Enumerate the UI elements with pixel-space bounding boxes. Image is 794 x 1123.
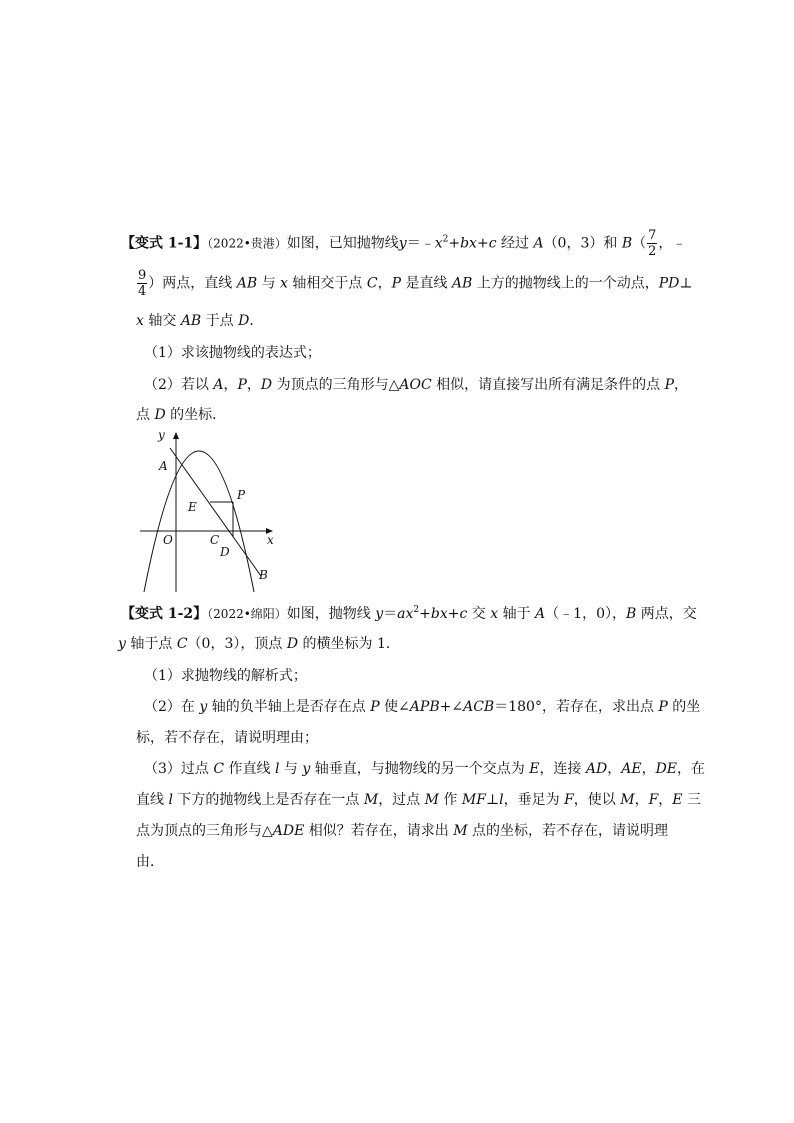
problem-1-1-source: （2022•贵港）: [207, 236, 287, 251]
label-P: P: [237, 488, 246, 502]
fraction-9-4: $\frac{9}{4}$: [138, 268, 147, 299]
label-x: x: [267, 533, 274, 547]
label-C: C: [210, 533, 220, 547]
problem-1-2-line-2: y 轴于点 C（0，3），顶点 D 的横坐标为 1．: [118, 636, 400, 652]
problem-1-2-label: 【变式 1-2】: [121, 606, 208, 622]
label-A: A: [159, 459, 168, 473]
label-D: D: [220, 545, 230, 559]
problem-1-1-line-1: 【变式 1-1】（2022•贵港）如图，已知抛物线$y=﹣x^2+bx+c$ 经过 A（0，3）和 B（ $\frac{7}{2}$ ，﹣: [121, 228, 687, 259]
problem-1-1-line-3: x 轴交 AB 于点 D．: [136, 313, 264, 329]
problem-1-2-question-2-line-1: （2）在 y 轴的负半轴上是否存在点 P 使∠APB+∠ACB＝180°，若存在，求出点 P 的坐: [144, 699, 701, 715]
problem-1-2-question-1: （1）求抛物线的解析式；: [144, 668, 307, 684]
problem-1-2-question-2-line-2: 标，若不存在，请说明理由；: [136, 730, 318, 746]
y-axis-arrow: [173, 432, 179, 439]
problem-1-2-question-3-line-2: 直线 l 下方的抛物线上是否存在一点 M，过点 M 作 MF⊥l，垂足为 F，使以 M，F，E 三: [136, 792, 701, 808]
line-AB: [170, 448, 261, 576]
problem-1-1-question-1: （1）求该抛物线的表达式；: [144, 345, 321, 361]
problem-1-1-label: 【变式 1-1】: [121, 235, 208, 252]
fraction-7-2: $\frac{7}{2}$: [648, 228, 657, 259]
parabola-figure: [132, 428, 282, 592]
problem-1-2-question-3-line-4: 由．: [136, 854, 164, 870]
problem-1-2-question-3-line-3: 点为顶点的三角形与△ADE 相似？若存在，请求出 M 点的坐标，若不存在，请说明理: [136, 823, 669, 839]
problem-1-1-line-2: $\frac{9}{4}$ ）两点，直线 AB 与 x 轴相交于点 C，P 是直线 AB 上方的抛物线上的一个动点，PD⊥: [138, 268, 693, 299]
label-B: B: [259, 568, 268, 582]
problem-1-2-question-3-line-1: （3）过点 C 作直线 l 与 y 轴垂直，与抛物线的另一个交点为 E，连接 AD，AE，DE，在: [144, 761, 706, 777]
label-y: y: [158, 428, 165, 442]
label-E: E: [188, 500, 197, 514]
problem-1-1-question-2-line-2: 点 D 的坐标．: [136, 407, 227, 423]
problem-1-1-question-2-line-1: （2）若以 A，P，D 为顶点的三角形与△AOC 相似，请直接写出所有满足条件的点 P，: [144, 377, 688, 393]
problem-1-2-line-1: 【变式 1-2】（2022•绵阳）如图，抛物线 $y=ax^2+bx+c$ 交 x 轴于 A（﹣1，0），B 两点，交: [121, 605, 697, 622]
problem-1-2-source: （2022•绵阳）: [207, 607, 287, 621]
label-O: O: [163, 533, 173, 547]
